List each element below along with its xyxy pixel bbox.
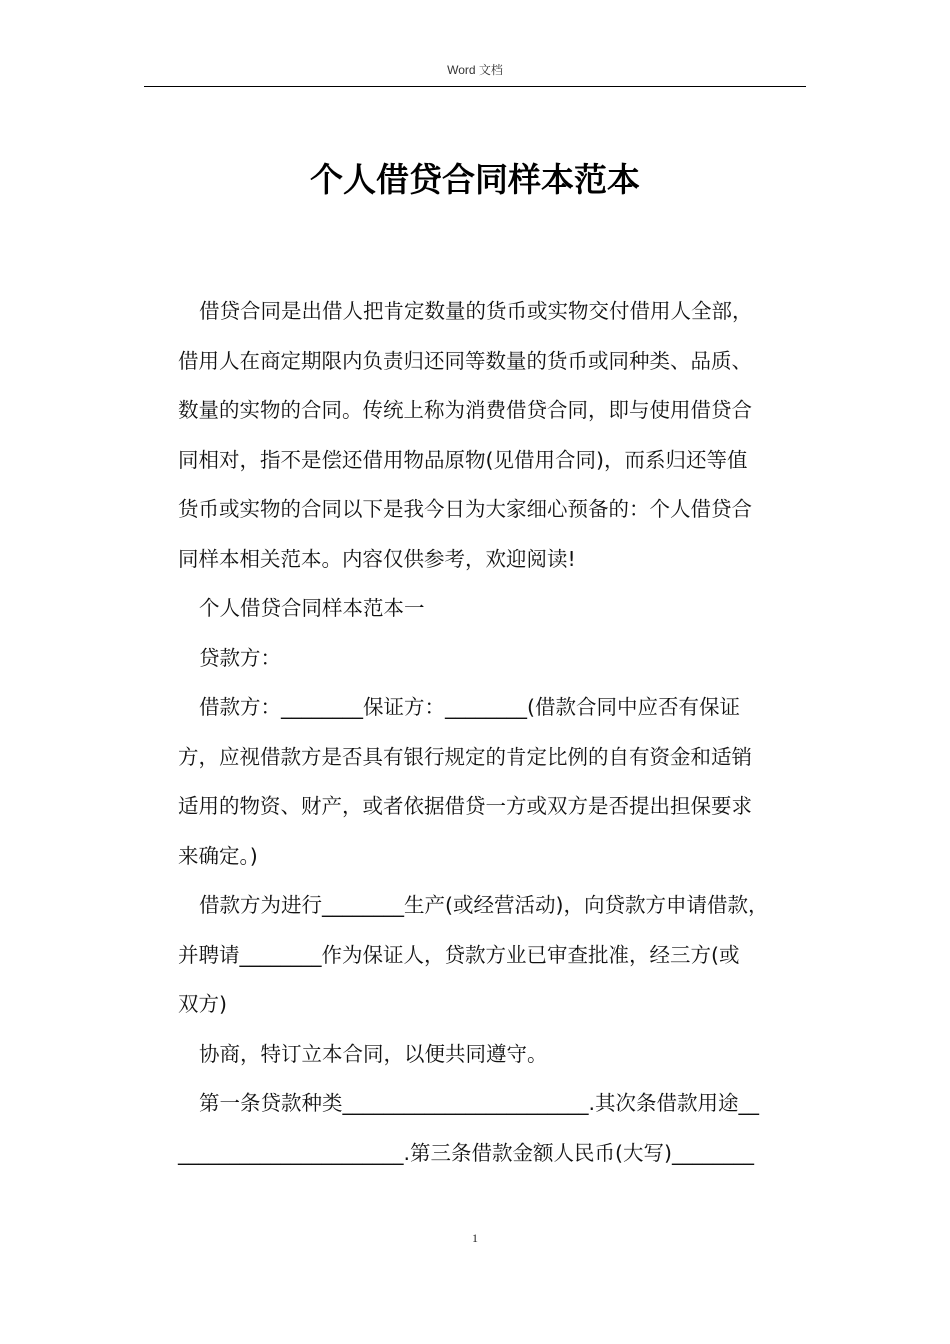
lender-line: 贷款方：	[199, 645, 281, 670]
header-divider	[144, 86, 806, 87]
body-line: 借贷合同是出借人把肯定数量的货币或实物交付借用人全部，	[199, 299, 753, 323]
borrower-guarantor-line: 借款方：________保证方：________(借款合同中应否有保证	[199, 695, 740, 719]
body-line: 并聘请________作为保证人，贷款方业已审查批准，经三方(或	[178, 942, 740, 967]
clause-line: 第一条贷款种类________________________.其次条借款用途__	[199, 1091, 760, 1115]
body-line: 协商，特订立本合同，以便共同遵守。	[199, 1041, 548, 1066]
document-body	[178, 287, 810, 1178]
body-line: 双方)	[178, 992, 227, 1016]
section-heading: 个人借贷合同样本范本一	[199, 596, 425, 620]
body-line: 来确定。)	[178, 843, 258, 868]
body-line: 借用人在商定期限内负责归还同等数量的货币或同种类、品质、	[178, 348, 752, 373]
page-header: Word 文档	[447, 63, 503, 77]
body-line: 方，应视借款方是否具有银行规定的肯定比例的自有资金和适销	[178, 744, 752, 769]
page-number: 1	[472, 1231, 478, 1245]
document-title: 个人借贷合同样本范本	[310, 160, 640, 199]
body-line: 数量的实物的合同。传统上称为消费借贷合同，即与使用借贷合	[178, 398, 752, 422]
body-line: 同样本相关范本。内容仅供参考，欢迎阅读!	[178, 546, 576, 571]
clause-line: ______________________.第三条借款金额人民币(大写)________	[178, 1140, 755, 1165]
body-line: 借款方为进行________生产(或经营活动)，向贷款方申请借款，	[199, 893, 769, 917]
body-line: 同相对，指不是偿还借用物品原物(见借用合同)，而系归还等值	[178, 447, 748, 472]
body-line: 货币或实物的合同以下是我今日为大家细心预备的：个人借贷合	[178, 497, 752, 521]
body-line: 适用的物资、财产，或者依据借贷一方或双方是否提出担保要求	[178, 794, 752, 818]
